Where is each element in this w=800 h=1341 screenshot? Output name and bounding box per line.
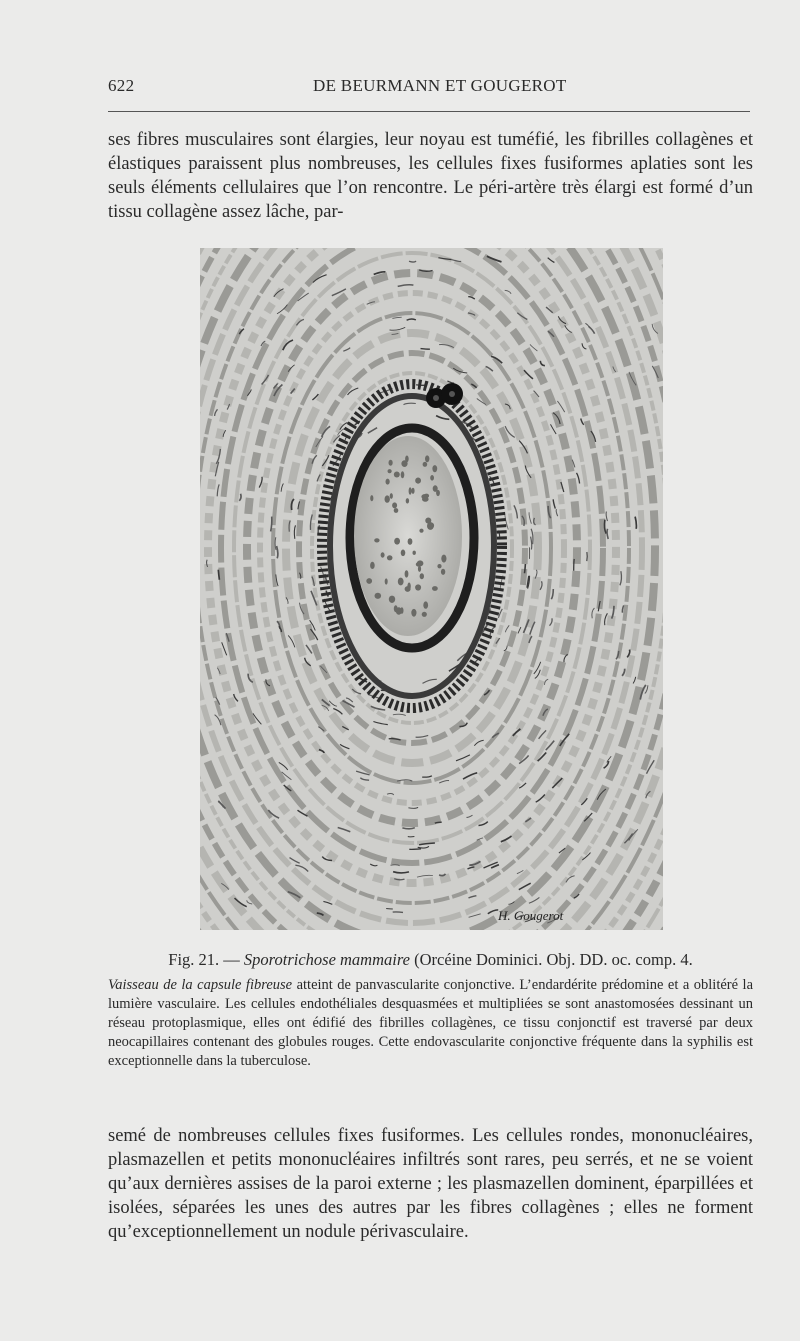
obliterated-lumen	[354, 436, 462, 636]
cell-nucleus	[388, 469, 392, 473]
cell-nucleus	[415, 584, 421, 590]
figure-title: Sporotrichose mammaire	[243, 950, 410, 969]
caption-lead: Vaisseau de la capsule fibreuse	[108, 977, 293, 993]
cell-nucleus	[400, 607, 403, 614]
cell-nucleus	[394, 472, 400, 478]
cell-nucleus	[390, 493, 393, 499]
figure-details: (Orcéine Dominici. Obj. DD. oc. comp. 4.	[414, 950, 693, 969]
cell-nucleus	[437, 564, 441, 568]
caption-text: atteint de panvascularite conjonctive. L’endardérite prédomine et a oblitéré la lumière vasculaire. Les cellules endothéliales desquasmées et multipliées se sont anastomosées dessinant un réseau protoplasmique, elles ont édifié des fibrilles collagènes, ce tissu conjonctif est traversé par deux neocapillaires contenant des globules rouges. Cette endovascularite conjonctive fréquente dans la syphilis est exceptionnelle dans la tuberculose.	[108, 977, 754, 1069]
cell-nucleus	[421, 494, 427, 499]
cell-nucleus	[370, 495, 373, 501]
figure-caption	[108, 950, 753, 1071]
paragraph-top: ses fibres musculaires sont élargies, leur noyau est tuméfié, les fibrilles collagènes et élastiques paraissent plus nombreuses, les cellules fixes fusiformes aplaties sont les seuls éléments cellulaires que l’on rencontre. Le péri-artère très élargi est formé d’un tissu collagène assez lâche, par-	[108, 130, 753, 222]
fiber-stroke	[409, 849, 421, 850]
cell-nucleus	[422, 612, 427, 617]
cell-nucleus	[401, 460, 407, 467]
cell-nucleus	[401, 471, 405, 478]
vessel-section-illustration	[200, 248, 663, 930]
cell-nucleus	[411, 609, 416, 617]
fiber-stroke	[574, 559, 575, 571]
paragraph-bottom: semé de nombreuses cellules fixes fusiformes. Les cellules rondes, mononucléaires, plasmazellen et petits mononucléaires infiltrés sont rares, peu serrés, et ne se voient qu’aux dernières assises de la paroi externe ; les plasmazellen dominent, éparpillées et isolées, séparées les unes des autres par les fibres collagènes ; elles ne forment qu’exceptionnellement un nodule périvasculaire.	[108, 1126, 753, 1242]
cell-nucleus	[423, 601, 428, 608]
cell-nucleus	[387, 555, 393, 560]
cell-nucleus	[432, 465, 437, 472]
cell-nucleus	[405, 570, 409, 577]
cell-nucleus	[418, 566, 421, 572]
cell-nucleus	[430, 475, 434, 481]
cell-nucleus	[409, 487, 412, 494]
page-number: 622	[108, 76, 135, 95]
cell-nucleus	[425, 455, 429, 462]
figure-label: Fig. 21. —	[168, 950, 240, 969]
cell-nucleus	[374, 538, 379, 542]
cell-nucleus	[394, 605, 398, 612]
cell-nucleus	[411, 488, 414, 494]
red-blood-cell	[449, 391, 455, 397]
fiber-stroke	[421, 349, 430, 350]
cell-nucleus	[385, 578, 388, 584]
artist-signature: H. Gougerot	[498, 908, 564, 923]
fiber-stroke	[386, 909, 393, 910]
cell-nucleus	[381, 552, 385, 557]
cell-nucleus	[441, 569, 445, 575]
cell-nucleus	[408, 538, 413, 545]
cell-nucleus	[406, 498, 409, 503]
running-title: DE BEURMANN ET GOUGEROT	[313, 76, 567, 95]
cell-nucleus	[401, 550, 406, 557]
cell-nucleus	[429, 523, 434, 529]
cell-nucleus	[389, 596, 395, 603]
cell-nucleus	[433, 485, 438, 492]
cell-nucleus	[417, 560, 424, 566]
fiber-stroke	[218, 570, 219, 580]
red-blood-cell	[433, 395, 439, 401]
cell-nucleus	[420, 573, 424, 579]
cell-nucleus	[386, 479, 390, 485]
cell-nucleus	[394, 508, 399, 513]
cell-nucleus	[375, 593, 382, 599]
cell-nucleus	[407, 583, 410, 591]
header-rule	[108, 111, 750, 112]
cell-nucleus	[432, 586, 438, 591]
running-head	[108, 76, 752, 102]
cell-nucleus	[423, 462, 428, 467]
caption-body	[108, 976, 753, 1071]
cell-nucleus	[413, 551, 416, 555]
fiber-stroke	[525, 564, 526, 573]
cell-nucleus	[419, 529, 423, 533]
cell-nucleus	[370, 562, 375, 569]
caption-title	[108, 950, 753, 970]
cell-nucleus	[441, 555, 446, 563]
cell-nucleus	[389, 460, 393, 466]
cell-nucleus	[385, 495, 390, 502]
cell-nucleus	[415, 478, 421, 484]
cell-nucleus	[392, 502, 397, 508]
cell-nucleus	[398, 578, 404, 586]
cell-nucleus	[425, 518, 431, 524]
cell-nucleus	[366, 578, 372, 584]
cell-nucleus	[394, 538, 400, 545]
histology-figure	[200, 248, 663, 930]
